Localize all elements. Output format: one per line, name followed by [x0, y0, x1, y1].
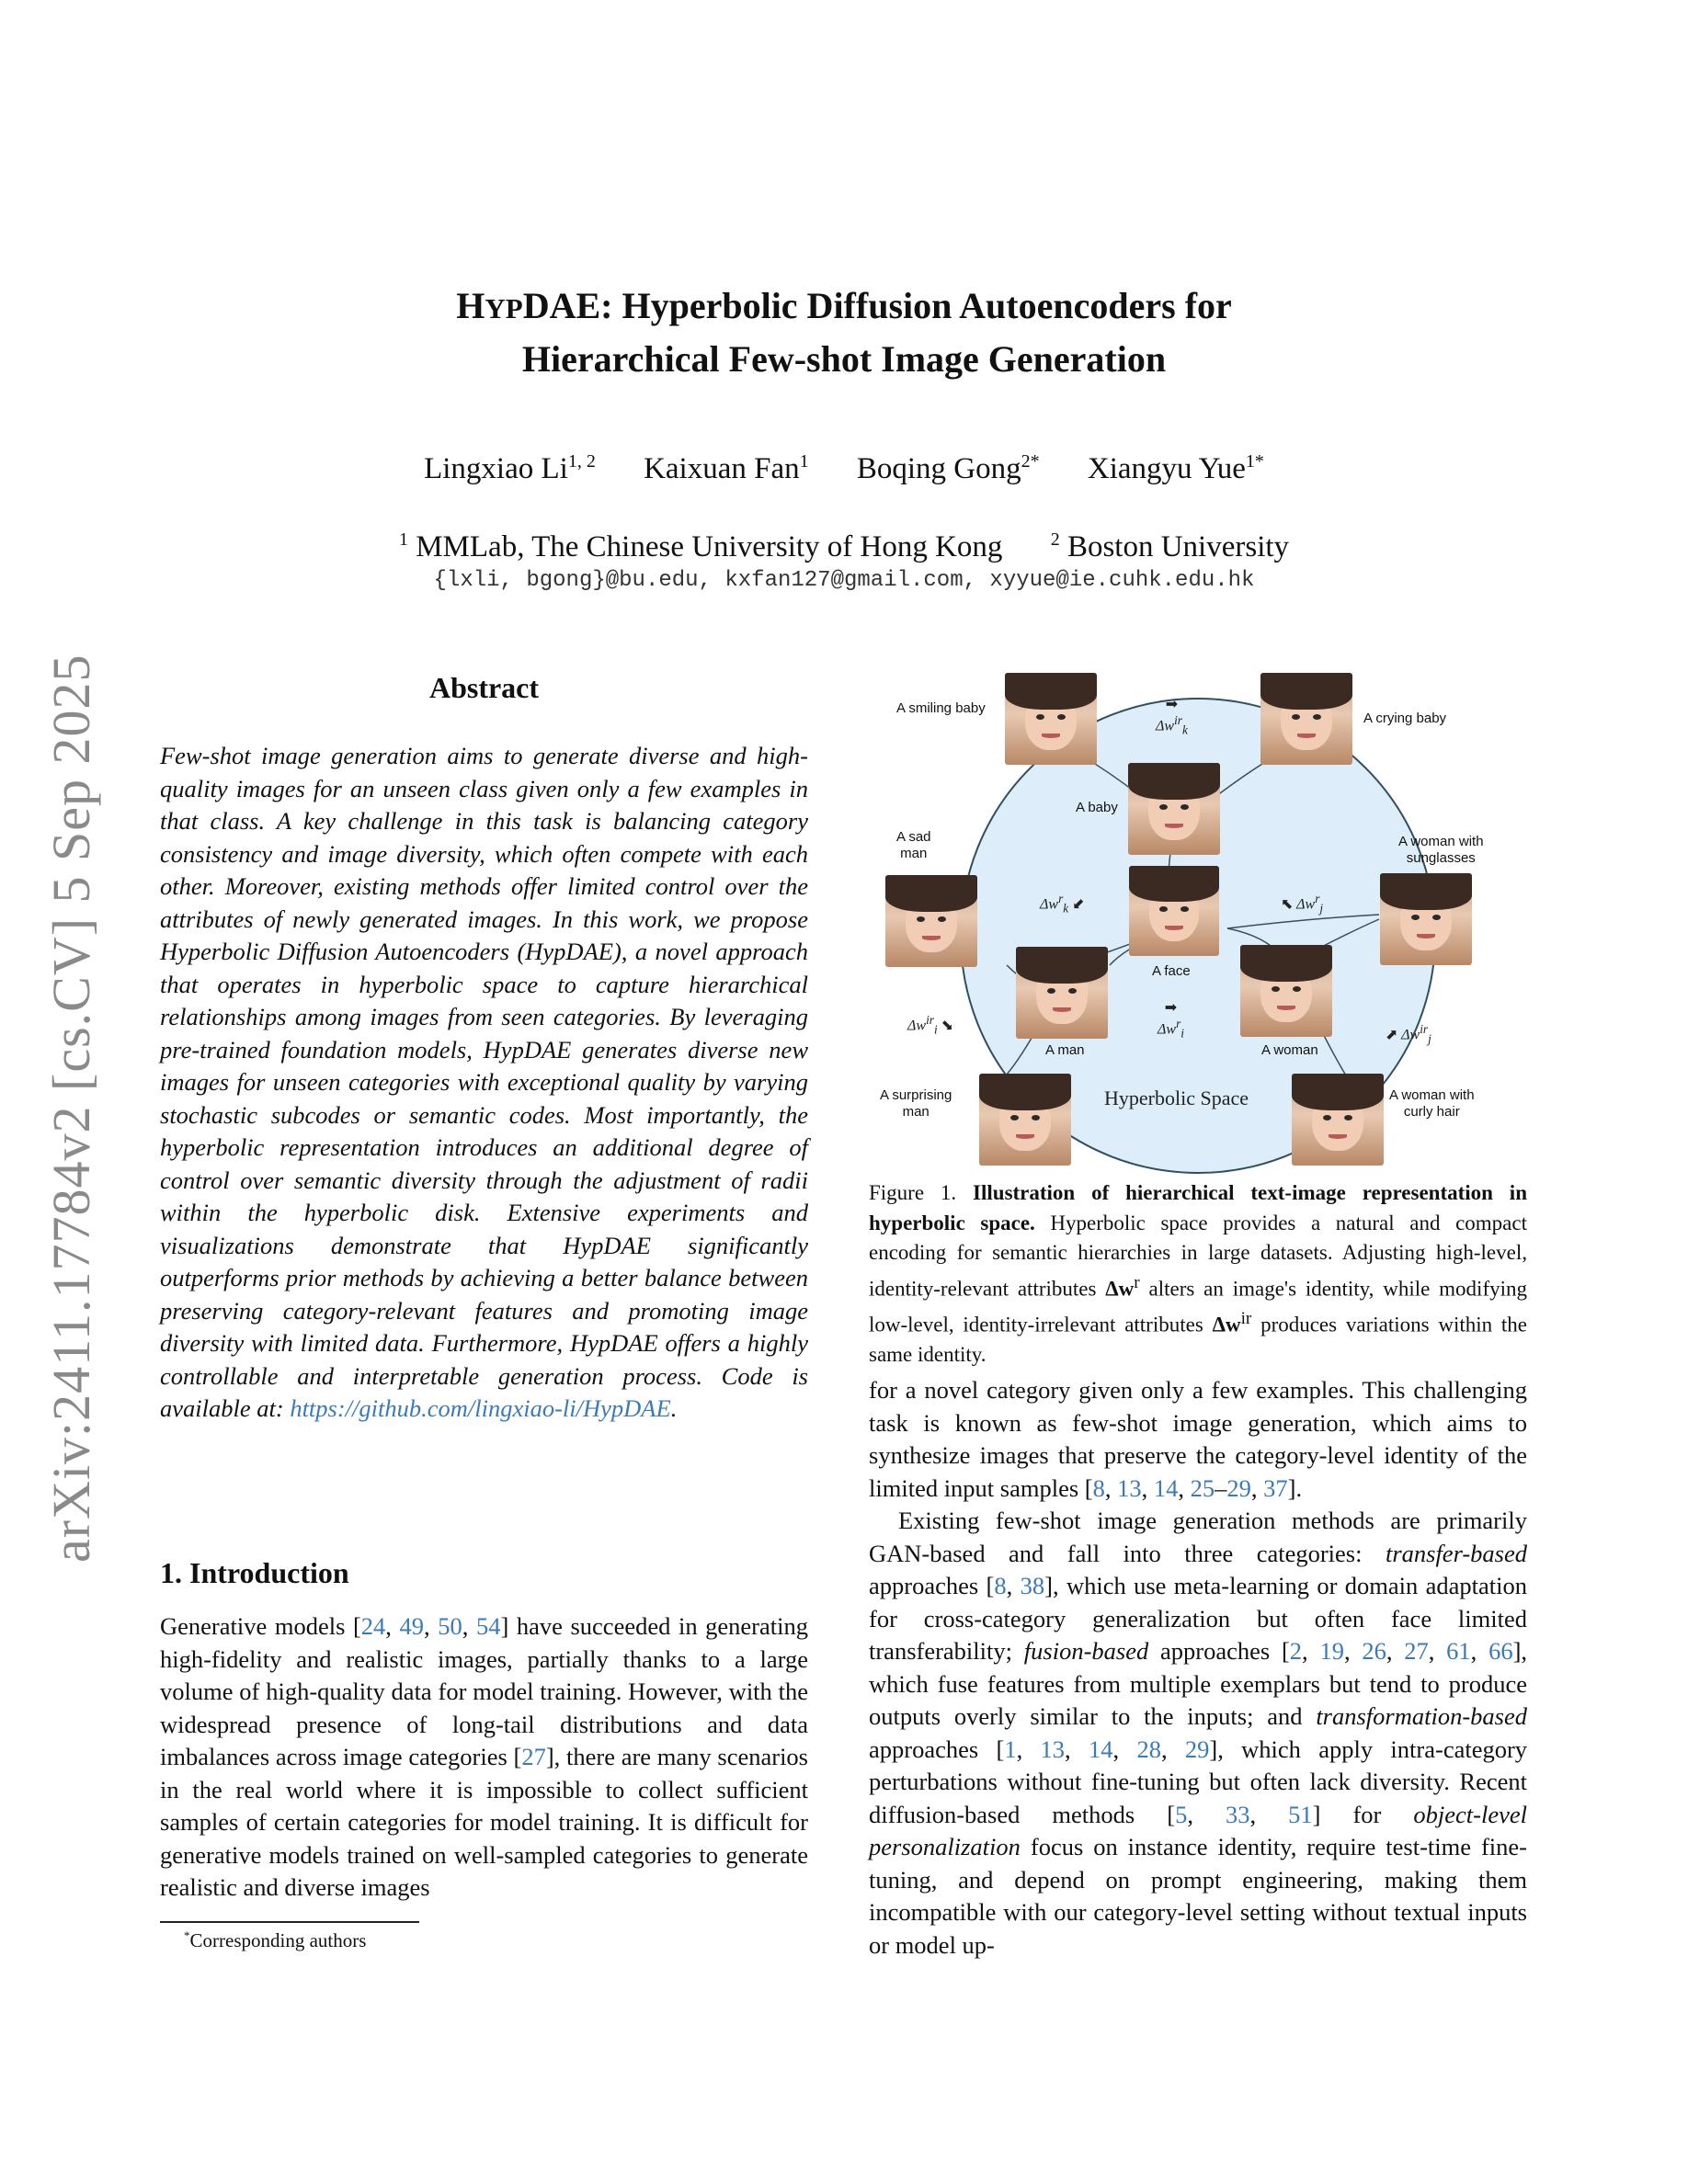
author-emails: {lxli, bgong}@bu.edu, kxfan127@gmail.com, xyyue@ie.cuhk.edu.hk	[433, 568, 1255, 593]
label-sad-man: A sad man	[896, 829, 931, 861]
label-baby: A baby	[1076, 800, 1118, 815]
face-image-curly-hair	[1292, 1074, 1384, 1166]
affiliations	[276, 519, 1412, 567]
face-image-face	[1129, 866, 1219, 956]
face-image-crying-baby	[1260, 673, 1352, 765]
delta-w-r-k: $\Delta w^r_k$ ⬋	[1040, 892, 1085, 916]
title-line-2: Hierarchical Few-shot Image Generation	[521, 338, 1167, 380]
face-image-man	[1016, 947, 1108, 1039]
citation-link[interactable]: 25	[1190, 1473, 1215, 1502]
delta-w-ir-j: ⬈ $\Delta w^{ir}_j$	[1386, 1022, 1431, 1046]
footnote: *Corresponding authors	[184, 1928, 367, 1951]
citation-link[interactable]: 54	[475, 1612, 501, 1640]
face-image-sad-man	[885, 875, 977, 967]
paper-title	[276, 280, 1412, 384]
author: Kaixuan Fan$^1$	[644, 451, 809, 485]
label-woman: A woman	[1261, 1042, 1318, 1058]
citation-link[interactable]: 5	[1175, 1800, 1188, 1828]
citation-link[interactable]: 37	[1263, 1473, 1288, 1502]
intro-paragraph: Generative models [24, 49, 50, 54] have succeeded in generating high-fidelity and realistic images, partially thanks to a large volume of high-quality data for model training. However, with the widespread presence of long-tail distributions and data imbalances across image categories [27], there are many scenarios in the real world where it is impossible to collect sufficient samples of certain categories for model training. It is difficult for generative models trained on well-sampled categories to generate realistic and diverse images	[160, 1612, 808, 1901]
code-link[interactable]: https://github.com/lingxiao-li/HypDAE	[290, 1394, 671, 1422]
citation-link[interactable]: 28	[1136, 1735, 1161, 1763]
affiliation: $^1$ MMLab, The Chinese University of Hong Kong	[398, 529, 1003, 563]
citation-link[interactable]: 27	[521, 1743, 546, 1770]
citation-link[interactable]: 14	[1153, 1473, 1179, 1502]
citation-link[interactable]: 27	[1404, 1637, 1429, 1665]
section-heading-introduction: 1. Introduction	[160, 1556, 349, 1589]
figure-caption: Figure 1. Illustration of hierarchical text-image representation in hyperbolic space. Hyperbolic space provides a natural and compact encoding for semantic hierarchies in large datasets. Adjusting high-level, identity-relevant attributes $\Delta w^r$ alters an image's identity, while modifying low-level, identity-irrelevant attributes $\Delta w^{ir}$ produces variations within the same identity.	[869, 1181, 1527, 1366]
paragraph: for a novel category given only a few examples. This challenging task is known as few-shot image generation, which aims to synthesize images that preserve the category-level identity of the limited input samples [8, 13, 14, 25–29, 37].	[869, 1376, 1527, 1502]
label-woman-sunglasses: A woman with sunglasses	[1398, 834, 1484, 866]
footnote-rule	[160, 1921, 419, 1923]
face-image-smiling-baby	[1005, 673, 1097, 765]
citation-link[interactable]: 51	[1288, 1800, 1313, 1828]
author: Boqing Gong$^{2*}$	[856, 451, 1040, 485]
delta-w-r-i: ➡ $\Delta w^r_i$	[1158, 1000, 1184, 1041]
citation-link[interactable]: 13	[1117, 1473, 1142, 1502]
title-line-1: HYPDAE: Hyperbolic Diffusion Autoencoders for	[456, 285, 1232, 326]
citation-link[interactable]: 13	[1040, 1735, 1066, 1763]
affiliation: $^2$ Boston University	[1050, 529, 1290, 563]
abstract-body: Few-shot image generation aims to generate diverse and high-quality images for an unseen class given only a few examples in that class. A key challenge in this task is balancing category consistency and image diversity, which often compete with each other. Moreover, existing methods offer limited control over the attributes of newly generated images. In this work, we propose Hyperbolic Diffusion Autoencoders (HypDAE), a novel approach that operates in hyperbolic space to capture hierarchical relationships among images from seen categories. By leveraging pre-trained foundation models, HypDAE generates diverse new images for unseen categories with exceptional quality by varying stochastic subcodes or semantic codes. Most importantly, the hyperbolic representation introduces an additional degree of control over semantic diversity through the adjustment of radii within the hyperbolic disk. Extensive experiments and visualizations demonstrate that HypDAE significantly outperforms prior methods by achieving a better balance between preserving category-relevant features and promoting image diversity with limited data. Furthermore, HypDAE offers a highly controllable and interpretable generation process. Code is available at: https://github.com/lingxiao-li/HypDAE.	[160, 742, 808, 1422]
citation-link[interactable]: 29	[1184, 1735, 1210, 1763]
paragraph: Existing few-shot image generation methods are primarily GAN-based and fall into three categories: transfer-based approaches [8, 38], which use meta-learning or domain adaptation for cross-category generalization but often face limited transferability; fusion-based approaches [2, 19, 26, 27, 61, 66], which fuse features from multiple exemplars but tend to produce outputs overly similar to the inputs; and transformation-based approaches [1, 13, 14, 28, 29], which apply intra-category perturbations without fine-tuning but often lack diversity. Recent diffusion-based methods [5, 33, 51] for object-level personalization focus on instance identity, require test-time fine-tuning, and depend on prompt engineering, making them incompatible with our category-level setting without textual inputs or model up-	[869, 1507, 1528, 1959]
citation-link[interactable]: 50	[438, 1612, 462, 1640]
citation-link[interactable]: 1	[1004, 1735, 1017, 1763]
author: Lingxiao Li$^{1, 2}$	[424, 451, 596, 485]
right-column-body	[869, 1374, 1527, 1962]
arxiv-stamp: arXiv:2411.17784v2 [cs.CV] 5 Sep 2025	[41, 654, 101, 1563]
label-curly-hair: A woman with curly hair	[1389, 1087, 1475, 1120]
face-image-baby	[1128, 763, 1220, 855]
citation-link[interactable]: 2	[1289, 1637, 1303, 1665]
citation-link[interactable]: 29	[1226, 1473, 1251, 1502]
citation-link[interactable]: 14	[1088, 1735, 1113, 1763]
citation-link[interactable]: 19	[1319, 1637, 1344, 1665]
label-smiling-baby: A smiling baby	[896, 700, 986, 716]
face-image-woman-sunglasses	[1380, 873, 1472, 965]
label-surprising-man: A surprising man	[880, 1087, 952, 1120]
figure-hyperbolic-space	[869, 662, 1531, 1177]
citation-link[interactable]: 33	[1225, 1800, 1250, 1828]
label-hyperbolic-space: Hyperbolic Space	[1104, 1086, 1249, 1109]
face-image-surprising-man	[979, 1074, 1071, 1166]
citation-link[interactable]: 38	[1020, 1572, 1045, 1599]
citation-link[interactable]: 26	[1362, 1637, 1386, 1665]
label-face: A face	[1152, 963, 1191, 979]
label-man: A man	[1045, 1042, 1085, 1058]
citation-link[interactable]: 61	[1446, 1637, 1471, 1665]
citation-link[interactable]: 66	[1488, 1637, 1513, 1665]
delta-w-r-j: ⬉ $\Delta w^r_j$	[1281, 892, 1324, 916]
delta-w-ir-i: $\Delta w^{ir}_i$ ⬊	[907, 1013, 954, 1037]
author: Xiangyu Yue$^{1*}$	[1087, 451, 1264, 485]
face-image-woman	[1240, 945, 1332, 1037]
citation-link[interactable]: 8	[1092, 1473, 1105, 1502]
citation-link[interactable]: 24	[360, 1612, 386, 1640]
abstract-heading: Abstract	[428, 671, 540, 704]
citation-link[interactable]: 49	[399, 1612, 425, 1640]
citation-link[interactable]: 8	[994, 1572, 1007, 1599]
label-crying-baby: A crying baby	[1363, 711, 1447, 726]
delta-w-ir-k: ➡ $\Delta w^{ir}_k$	[1156, 697, 1188, 737]
author-list	[276, 441, 1412, 489]
